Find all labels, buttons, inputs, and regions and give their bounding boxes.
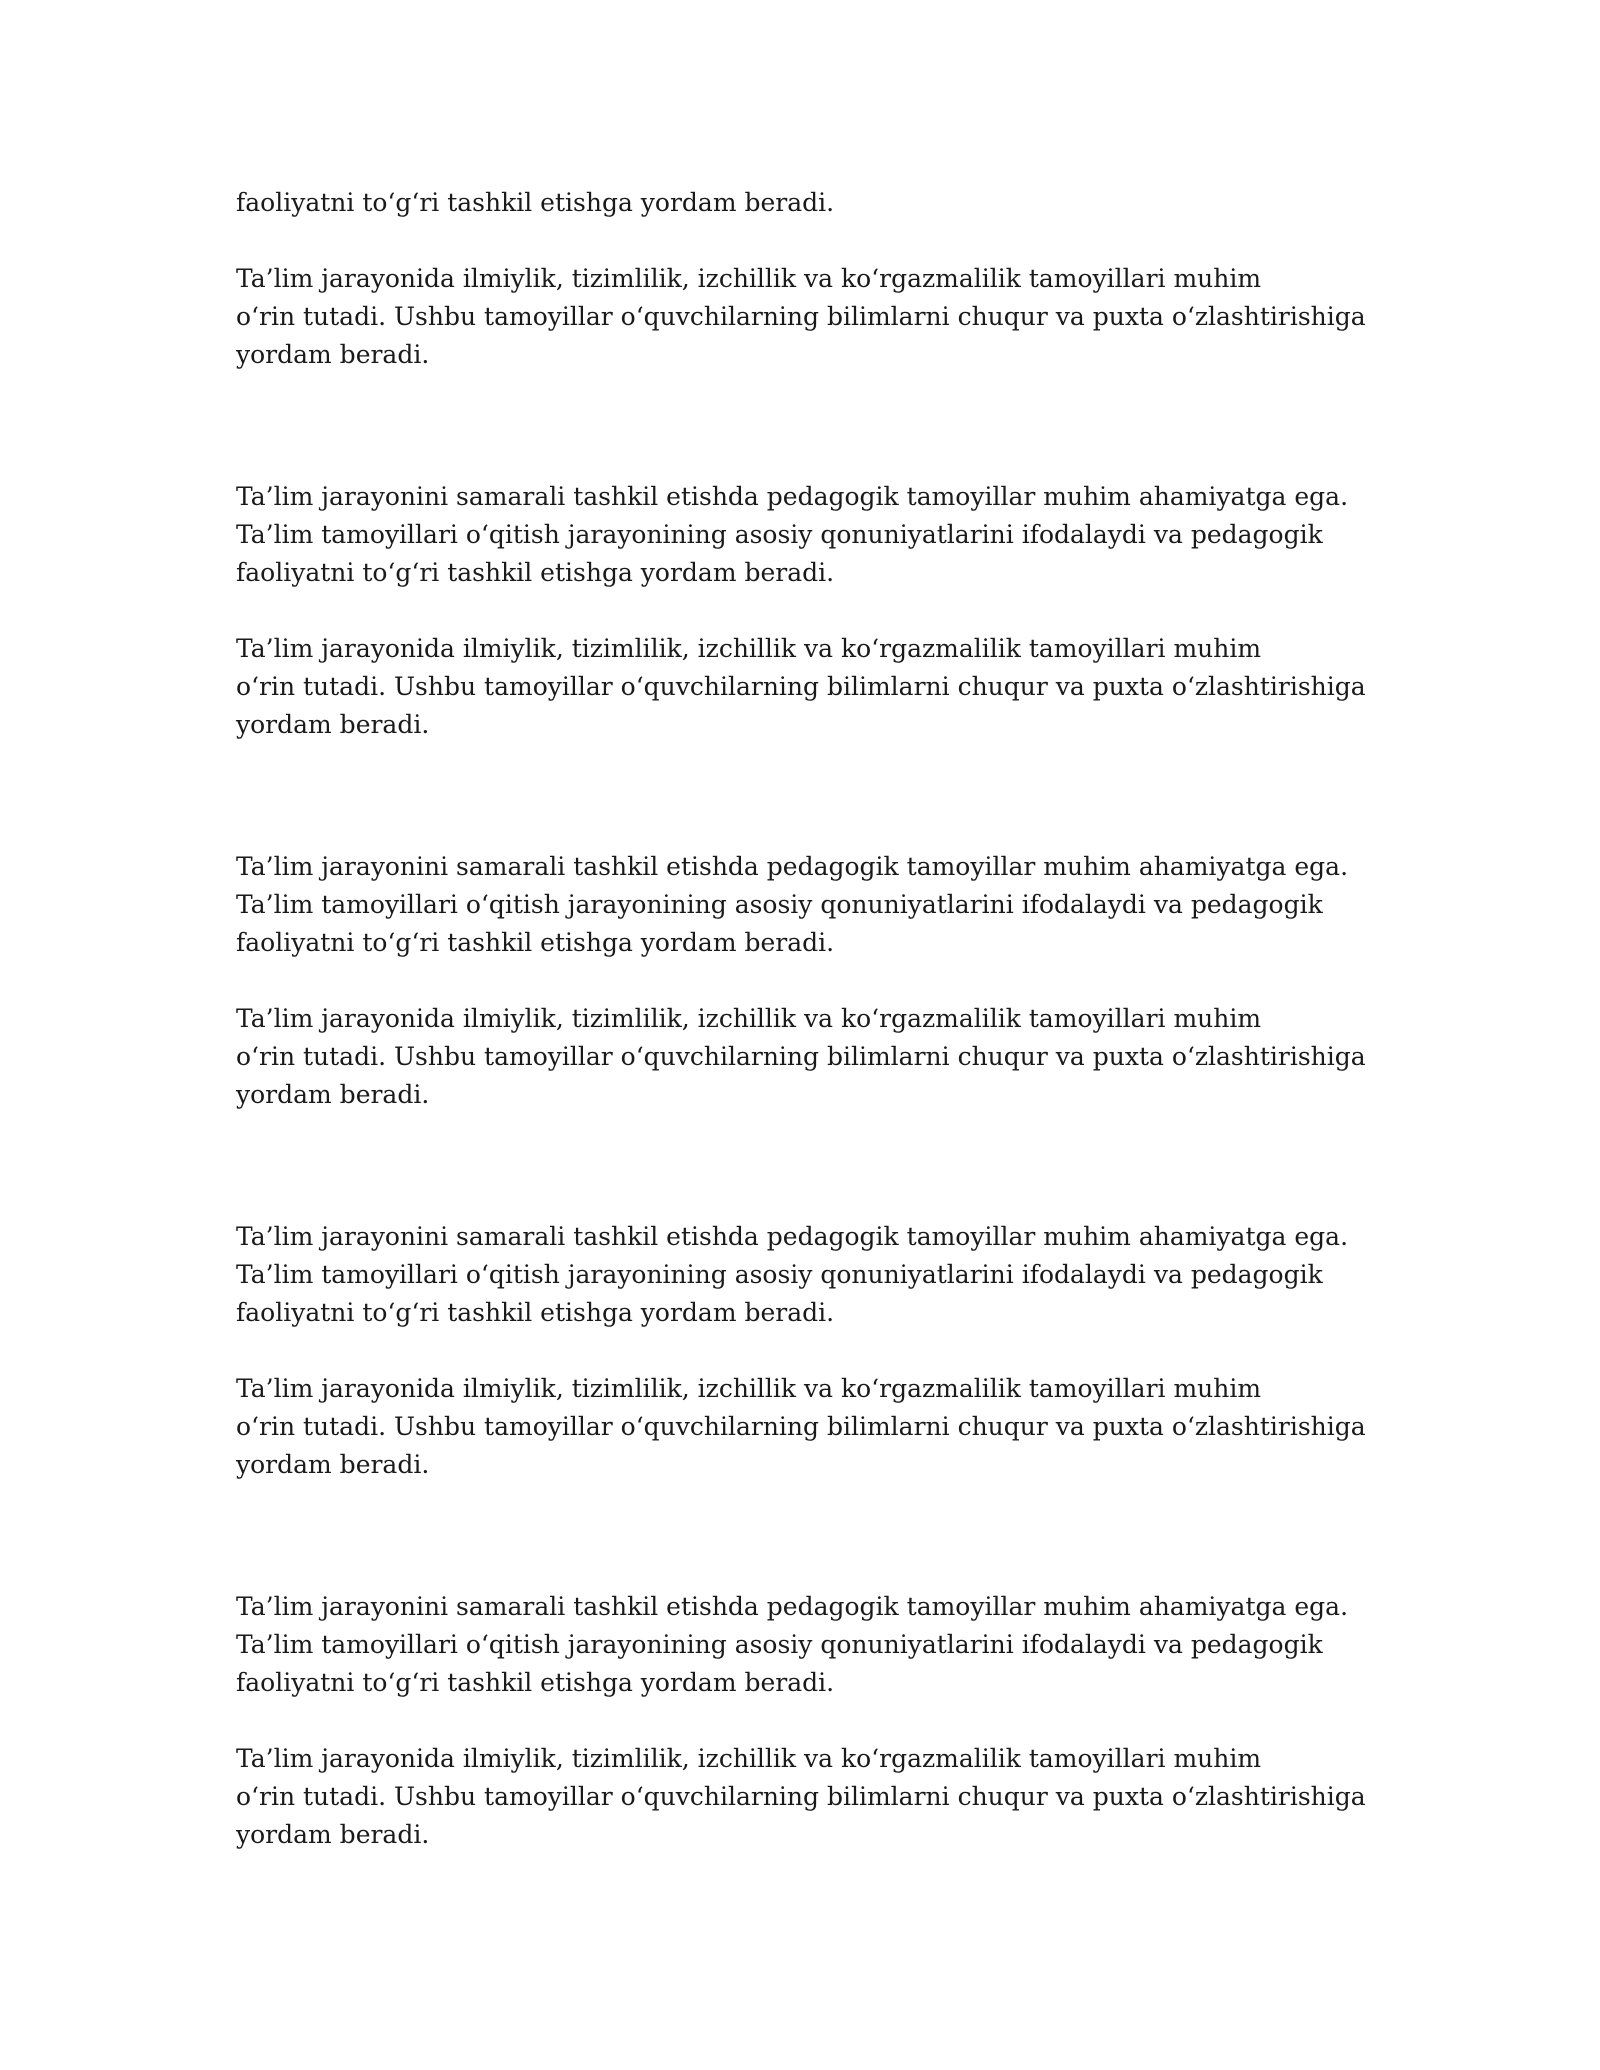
paragraph xyxy=(236,848,1376,962)
text-line: faoliyatni to‘g‘ri tashkil etishga yordam beradi. xyxy=(236,558,835,587)
paragraph xyxy=(236,1218,1376,1332)
paragraph xyxy=(236,1000,1376,1114)
text-line: yordam beradi. xyxy=(236,1450,430,1479)
text-line: Ta’lim jarayonini samarali tashkil etishda pedagogik tamoyillar muhim ahamiyatga ega. xyxy=(236,852,1349,881)
text-block-2 xyxy=(236,848,1376,1114)
text-line: Ta’lim jarayonini samarali tashkil etishda pedagogik tamoyillar muhim ahamiyatga ega. xyxy=(236,482,1349,511)
text-line: faoliyatni to‘g‘ri tashkil etishga yordam beradi. xyxy=(236,188,835,217)
text-block-0 xyxy=(236,184,1376,374)
text-line: Ta’lim jarayonini samarali tashkil etishda pedagogik tamoyillar muhim ahamiyatga ega. xyxy=(236,1592,1349,1621)
text-line: Ta’lim tamoyillari o‘qitish jarayonining asosiy qonuniyatlarini ifodalaydi va pedagogik xyxy=(236,1260,1323,1289)
text-line: o‘rin tutadi. Ushbu tamoyillar o‘quvchilarning bilimlarni chuqur va puxta o‘zlashtirishiga xyxy=(236,302,1366,331)
text-line: o‘rin tutadi. Ushbu tamoyillar o‘quvchilarning bilimlarni chuqur va puxta o‘zlashtirishiga xyxy=(236,1782,1366,1811)
text-line: Ta’lim jarayonida ilmiylik, tizimlilik, izchillik va ko‘rgazmalilik tamoyillari muhim xyxy=(236,634,1262,663)
text-line: yordam beradi. xyxy=(236,1080,430,1109)
paragraph xyxy=(236,1740,1376,1854)
text-block-3 xyxy=(236,1218,1376,1484)
paragraph xyxy=(236,1370,1376,1484)
text-line: faoliyatni to‘g‘ri tashkil etishga yordam beradi. xyxy=(236,928,835,957)
text-line: Ta’lim jarayonida ilmiylik, tizimlilik, izchillik va ko‘rgazmalilik tamoyillari muhim xyxy=(236,1374,1262,1403)
text-line: o‘rin tutadi. Ushbu tamoyillar o‘quvchilarning bilimlarni chuqur va puxta o‘zlashtirishiga xyxy=(236,1042,1366,1071)
text-line: Ta’lim tamoyillari o‘qitish jarayonining asosiy qonuniyatlarini ifodalaydi va pedagogik xyxy=(236,1630,1323,1659)
text-line: Ta’lim jarayonini samarali tashkil etishda pedagogik tamoyillar muhim ahamiyatga ega. xyxy=(236,1222,1349,1251)
text-block-1 xyxy=(236,478,1376,744)
text-block-4 xyxy=(236,1588,1376,1854)
paragraph xyxy=(236,630,1376,744)
paragraph xyxy=(236,1588,1376,1702)
continuation-paragraph xyxy=(236,184,1376,222)
text-line: Ta’lim jarayonida ilmiylik, tizimlilik, izchillik va ko‘rgazmalilik tamoyillari muhim xyxy=(236,1004,1262,1033)
text-line: Ta’lim jarayonida ilmiylik, tizimlilik, izchillik va ko‘rgazmalilik tamoyillari muhim xyxy=(236,264,1262,293)
text-line: o‘rin tutadi. Ushbu tamoyillar o‘quvchilarning bilimlarni chuqur va puxta o‘zlashtirishiga xyxy=(236,672,1366,701)
text-line: faoliyatni to‘g‘ri tashkil etishga yordam beradi. xyxy=(236,1668,835,1697)
text-line: yordam beradi. xyxy=(236,340,430,369)
text-line: yordam beradi. xyxy=(236,1820,430,1849)
text-line: Ta’lim tamoyillari o‘qitish jarayonining asosiy qonuniyatlarini ifodalaydi va pedagogik xyxy=(236,520,1323,549)
document-body xyxy=(236,184,1376,1854)
text-line: o‘rin tutadi. Ushbu tamoyillar o‘quvchilarning bilimlarni chuqur va puxta o‘zlashtirishiga xyxy=(236,1412,1366,1441)
text-line: faoliyatni to‘g‘ri tashkil etishga yordam beradi. xyxy=(236,1298,835,1327)
text-line: yordam beradi. xyxy=(236,710,430,739)
paragraph xyxy=(236,478,1376,592)
text-line: Ta’lim tamoyillari o‘qitish jarayonining asosiy qonuniyatlarini ifodalaydi va pedagogik xyxy=(236,890,1323,919)
paragraph xyxy=(236,260,1376,374)
text-line: Ta’lim jarayonida ilmiylik, tizimlilik, izchillik va ko‘rgazmalilik tamoyillari muhim xyxy=(236,1744,1262,1773)
